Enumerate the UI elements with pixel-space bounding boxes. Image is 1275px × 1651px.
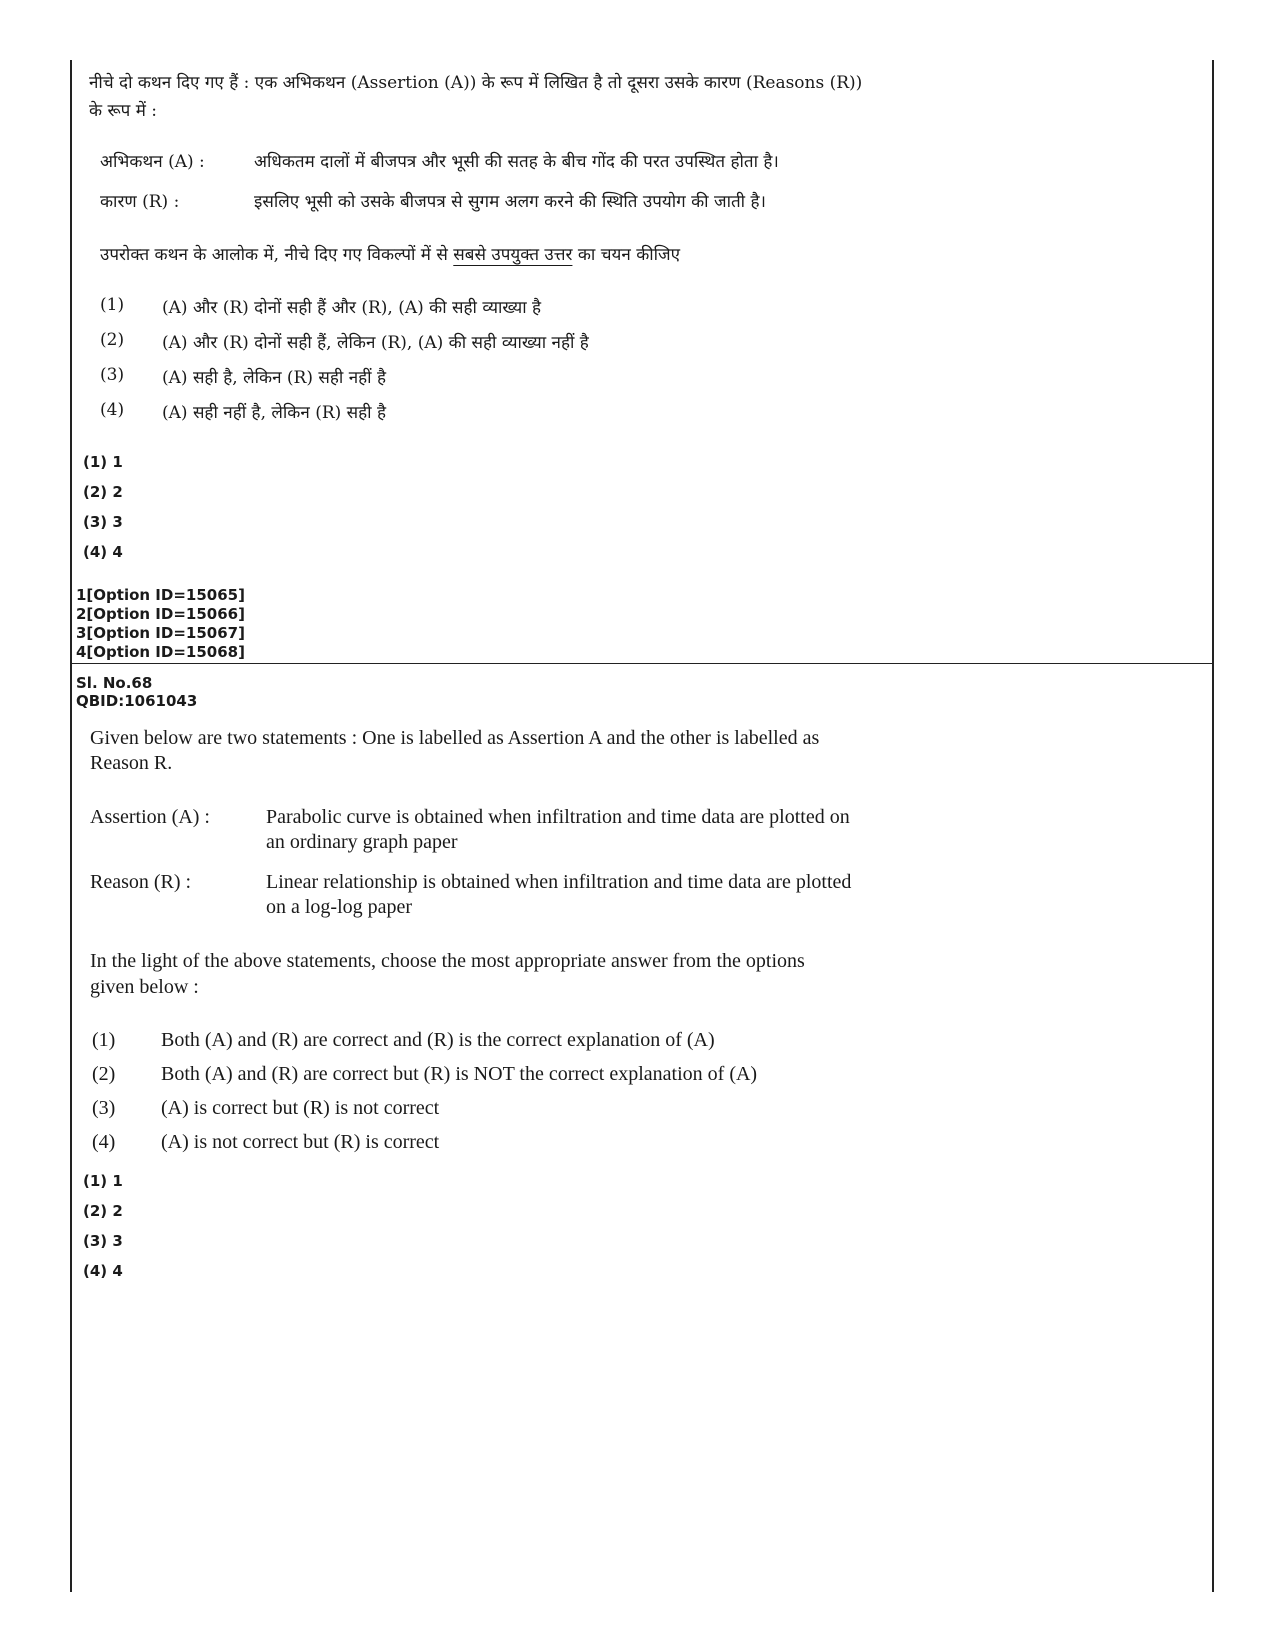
q2-reason-label: Reason (R) : bbox=[90, 871, 192, 893]
answer-option: (2) 2 bbox=[83, 1202, 123, 1220]
q2-option-1-num: (1) bbox=[92, 1029, 116, 1051]
hindi-option-2-text: (A) और (R) दोनों सही हैं, लेकिन (R), (A) की सही व्याख्या नहीं है bbox=[162, 333, 589, 353]
q2-intro-line2: Reason R. bbox=[90, 752, 173, 774]
q2-option-3-num: (3) bbox=[92, 1097, 116, 1119]
option-id: 4[Option ID=15068] bbox=[76, 643, 245, 661]
hindi-reason-label: कारण (R) : bbox=[100, 192, 180, 212]
hindi-instruction-post: का चयन कीजिए bbox=[577, 245, 681, 265]
hindi-option-4-text: (A) सही नहीं है, लेकिन (R) सही है bbox=[162, 403, 387, 423]
page-border-left bbox=[70, 60, 72, 1592]
q2-reason-line1: Linear relationship is obtained when infiltration and time data are plotted bbox=[266, 871, 852, 893]
q2-intro-line1: Given below are two statements : One is labelled as Assertion A and the other is labelled as bbox=[90, 727, 820, 749]
q2-reason-line2: on a log-log paper bbox=[266, 896, 413, 918]
q2-option-2-num: (2) bbox=[92, 1063, 116, 1085]
hindi-instruction-underlined: सबसे उपयुक्त उत्तर bbox=[453, 245, 573, 265]
option-id: 1[Option ID=15065] bbox=[76, 586, 245, 604]
option-id: 2[Option ID=15066] bbox=[76, 605, 245, 623]
answer-option: (4) 4 bbox=[83, 1262, 123, 1280]
qbid: QBID:1061043 bbox=[76, 692, 198, 710]
q2-assertion-line1: Parabolic curve is obtained when infiltration and time data are plotted on bbox=[266, 806, 850, 828]
q2-option-2-text: Both (A) and (R) are correct but (R) is NOT the correct explanation of (A) bbox=[161, 1063, 758, 1085]
hindi-option-3-text: (A) सही है, लेकिन (R) सही नहीं है bbox=[162, 368, 387, 388]
question-divider bbox=[70, 663, 1214, 664]
q2-instruction-line2: given below : bbox=[90, 976, 199, 998]
hindi-option-3-num: (3) bbox=[100, 365, 125, 385]
hindi-assertion-label: अभिकथन (A) : bbox=[100, 152, 205, 172]
hindi-reason-text: इसलिए भूसी को उसके बीजपत्र से सुगम अलग करने की स्थिति उपयोग की जाती है। bbox=[254, 192, 766, 212]
serial-number: Sl. No.68 bbox=[76, 674, 153, 692]
hindi-option-1-num: (1) bbox=[100, 295, 125, 315]
hindi-option-1-text: (A) और (R) दोनों सही हैं और (R), (A) की सही व्याख्या है bbox=[162, 298, 542, 318]
page-border-right bbox=[1212, 60, 1214, 1592]
option-id: 3[Option ID=15067] bbox=[76, 624, 245, 642]
q2-instruction-line1: In the light of the above statements, choose the most appropriate answer from the options bbox=[90, 950, 805, 972]
answer-option: (1) 1 bbox=[83, 1172, 123, 1190]
q2-option-4-text: (A) is not correct but (R) is correct bbox=[161, 1131, 440, 1153]
hindi-intro-line1: नीचे दो कथन दिए गए हैं : एक अभिकथन (Assertion (A)) के रूप में लिखित है तो दूसरा उसके कारण (Reasons (R)) bbox=[89, 73, 863, 93]
q2-option-4-num: (4) bbox=[92, 1131, 116, 1153]
q2-assertion-line2: an ordinary graph paper bbox=[266, 831, 458, 853]
hindi-instruction-pre: उपरोक्त कथन के आलोक में, नीचे दिए गए विकल्पों में से bbox=[100, 245, 448, 265]
hindi-assertion-text: अधिकतम दालों में बीजपत्र और भूसी की सतह के बीच गोंद की परत उपस्थित होता है। bbox=[254, 152, 779, 172]
answer-option: (3) 3 bbox=[83, 513, 123, 531]
answer-option: (2) 2 bbox=[83, 483, 123, 501]
q2-assertion-label: Assertion (A) : bbox=[90, 806, 210, 828]
hindi-option-4-num: (4) bbox=[100, 400, 125, 420]
answer-option: (4) 4 bbox=[83, 543, 123, 561]
answer-option: (1) 1 bbox=[83, 453, 123, 471]
answer-option: (3) 3 bbox=[83, 1232, 123, 1250]
q2-option-1-text: Both (A) and (R) are correct and (R) is the correct explanation of (A) bbox=[161, 1029, 715, 1051]
q2-option-3-text: (A) is correct but (R) is not correct bbox=[161, 1097, 440, 1119]
hindi-instruction bbox=[100, 242, 680, 265]
hindi-intro-line2: के रूप में : bbox=[89, 101, 158, 121]
hindi-option-2-num: (2) bbox=[100, 330, 125, 350]
